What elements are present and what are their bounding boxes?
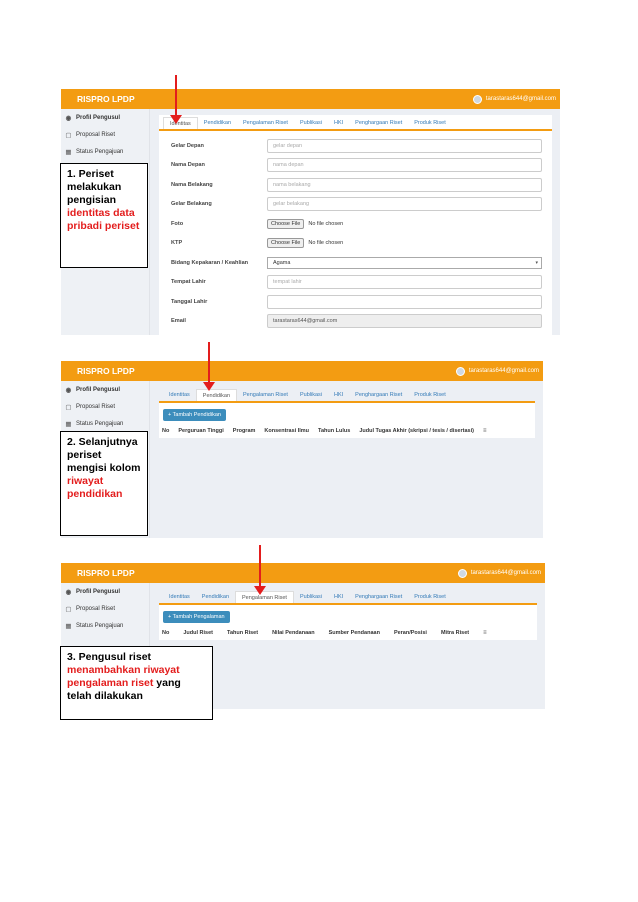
tab-identitas[interactable]: Identitas — [169, 594, 190, 600]
field-label: Nama Belakang — [171, 181, 213, 188]
nama-depan-input[interactable]: nama depan — [267, 158, 542, 172]
gelar-depan-input[interactable]: gelar depan — [267, 139, 542, 153]
menu-icon[interactable]: ≡ — [483, 630, 487, 636]
file-status: No file chosen — [308, 220, 344, 227]
field-label: Nama Depan — [171, 162, 205, 169]
plus-icon: + — [168, 614, 173, 620]
tempat-lahir-input[interactable]: tempat lahir — [267, 275, 542, 289]
callout-highlight: menambahkan riwayat pengalaman riset — [67, 664, 180, 689]
identitas-form — [159, 131, 552, 331]
button-label: Tambah Pengalaman — [172, 614, 225, 620]
column-header: Nilai Pendanaan — [272, 630, 315, 636]
sidebar-item-label: Proposal Riset — [76, 605, 116, 612]
tab-identitas[interactable]: Identitas — [163, 117, 198, 129]
top-navbar — [61, 361, 543, 381]
column-header: Program — [232, 428, 256, 434]
callout-step-3 — [60, 646, 213, 720]
dashboard-icon: ◉ — [65, 386, 72, 394]
column-header: Perguruan Tinggi — [178, 428, 224, 434]
tab-hki[interactable]: HKI — [333, 594, 344, 600]
nama-belakang-input[interactable]: nama belakang — [267, 178, 542, 192]
sidebar-item-label: Profil Pengusul — [76, 114, 121, 121]
dashboard-icon: ◉ — [65, 114, 72, 122]
tab-hki[interactable]: HKI — [333, 120, 344, 126]
field-label: Tanggal Lahir — [171, 298, 208, 305]
form-row-ktp — [171, 234, 542, 254]
callout-text: 2. Selanjutnya periset mengisi kolom — [67, 436, 141, 474]
user-email: tarastaras644@gmail.com — [485, 96, 556, 102]
user-menu[interactable] — [456, 361, 539, 381]
menu-icon[interactable]: ≡ — [482, 428, 487, 434]
bidang-select[interactable] — [267, 257, 542, 269]
chevron-down-icon: ▾ — [535, 259, 538, 266]
arrow-down-icon — [254, 545, 266, 595]
tab-pendidikan[interactable]: Pendidikan — [196, 389, 237, 401]
brand-logo[interactable]: RISPRO LPDP — [77, 568, 135, 578]
sidebar-item-status[interactable] — [61, 143, 149, 160]
avatar — [458, 569, 467, 578]
sidebar-item-status[interactable] — [61, 415, 149, 432]
document-icon: ▢ — [65, 605, 72, 613]
tab-bar — [159, 115, 552, 131]
column-header: No — [162, 428, 170, 434]
brand-logo[interactable]: RISPRO LPDP — [77, 94, 135, 104]
arrow-down-icon — [203, 342, 215, 391]
tab-penghargaan-riset[interactable]: Penghargaan Riset — [355, 120, 403, 126]
tab-publikasi[interactable]: Publikasi — [299, 120, 322, 126]
form-row-nama-belakang — [171, 175, 542, 195]
tab-bar — [159, 387, 535, 403]
email-field[interactable]: tarastaras644@gmail.com — [267, 314, 542, 328]
form-row-nama-depan — [171, 156, 542, 176]
column-header: Mitra Riset — [440, 630, 470, 636]
user-menu[interactable] — [458, 563, 541, 583]
field-label: Bidang Kepakaran / Keahlian — [171, 259, 249, 266]
button-label: Tambah Pendidikan — [172, 412, 221, 418]
gelar-belakang-input[interactable]: gelar belakang — [267, 197, 542, 211]
tab-publikasi[interactable]: Publikasi — [299, 392, 322, 398]
user-email: tarastaras644@gmail.com — [468, 368, 539, 374]
main-content — [151, 109, 560, 335]
foto-file-input — [267, 219, 542, 229]
callout-text: yang telah dilakukan — [67, 677, 181, 702]
tab-produk-riset[interactable]: Produk Riset — [414, 594, 446, 600]
profile-panel — [159, 115, 552, 335]
form-row-bidang — [171, 253, 542, 273]
user-menu[interactable] — [473, 89, 556, 109]
column-header: No — [162, 630, 170, 636]
column-header: Tahun Riset — [227, 630, 259, 636]
grid-icon: ▦ — [65, 622, 72, 630]
callout-text: 1. Periset melakukan pengisian — [67, 168, 122, 206]
grid-icon: ▦ — [65, 420, 72, 428]
column-header: Tahun Lulus — [318, 428, 351, 434]
pendidikan-table-header — [159, 421, 535, 434]
select-value: Agama — [273, 259, 291, 266]
callout-step-2 — [60, 431, 148, 536]
arrow-down-icon — [170, 75, 182, 124]
form-row-gelar-belakang — [171, 195, 542, 215]
sidebar-item-label: Status Pengajuan — [76, 148, 124, 155]
tanggal-lahir-input[interactable] — [267, 295, 542, 309]
callout-highlight: riwayat pendidikan — [67, 475, 123, 500]
brand-logo[interactable]: RISPRO LPDP — [77, 366, 135, 376]
top-navbar — [61, 89, 560, 109]
field-label: Foto — [171, 220, 184, 227]
sidebar-item-profil[interactable] — [61, 381, 149, 398]
pengalaman-table-header — [159, 623, 537, 636]
tab-pengalaman-riset[interactable]: Pengalaman Riset — [243, 392, 288, 398]
file-status: No file chosen — [308, 240, 344, 247]
sidebar-item-profil[interactable] — [61, 109, 149, 126]
callout-text: 3. Pengusul riset — [67, 651, 152, 663]
pendidikan-section — [159, 403, 535, 438]
sidebar-item-proposal[interactable] — [61, 398, 149, 415]
document-icon: ▢ — [65, 403, 72, 411]
sidebar-item-status[interactable] — [61, 617, 149, 634]
column-header: Sumber Pendanaan — [328, 630, 380, 636]
sidebar-item-profil[interactable] — [61, 583, 149, 600]
sidebar-item-proposal[interactable] — [61, 600, 149, 617]
sidebar-item-label: Proposal Riset — [76, 131, 116, 138]
column-header: Peran/Posisi — [393, 630, 427, 636]
tab-publikasi[interactable]: Publikasi — [299, 594, 322, 600]
form-row-email — [171, 312, 542, 332]
tab-identitas[interactable]: Identitas — [169, 392, 190, 398]
tab-hki[interactable]: HKI — [333, 392, 344, 398]
tab-bar — [159, 589, 537, 605]
top-navbar — [61, 563, 545, 583]
sidebar-item-proposal[interactable] — [61, 126, 149, 143]
form-row-foto — [171, 214, 542, 234]
tab-pendidikan[interactable]: Pendidikan — [203, 120, 232, 126]
form-row-tanggal-lahir — [171, 292, 542, 312]
field-label: Gelar Belakang — [171, 201, 212, 208]
add-pendidikan-button[interactable] — [163, 409, 226, 421]
column-header: Konsentrasi Ilmu — [264, 428, 310, 434]
main-content — [151, 381, 543, 538]
sidebar-item-label: Status Pengajuan — [76, 420, 124, 427]
tab-pengalaman-riset[interactable]: Pengalaman Riset — [235, 591, 294, 603]
user-email: tarastaras644@gmail.com — [470, 570, 541, 576]
tab-penghargaan-riset[interactable]: Penghargaan Riset — [355, 594, 403, 600]
choose-file-button[interactable]: Choose File — [267, 238, 304, 248]
form-row-tempat-lahir — [171, 273, 542, 293]
column-header: Judul Riset — [183, 630, 213, 636]
document-icon: ▢ — [65, 131, 72, 139]
field-label: KTP — [171, 240, 183, 247]
profile-panel — [159, 387, 535, 538]
field-label: Email — [171, 318, 186, 325]
avatar — [473, 95, 482, 104]
field-label: Tempat Lahir — [171, 279, 206, 286]
avatar — [456, 367, 465, 376]
ktp-file-input — [267, 238, 542, 248]
tab-pengalaman-riset[interactable]: Pengalaman Riset — [243, 120, 288, 126]
add-pengalaman-button[interactable] — [163, 611, 230, 623]
tab-pendidikan[interactable]: Pendidikan — [201, 594, 230, 600]
callout-highlight: identitas data pribadi periset — [67, 207, 140, 232]
field-label: Gelar Depan — [171, 142, 204, 149]
sidebar-item-label: Status Pengajuan — [76, 622, 124, 629]
choose-file-button[interactable]: Choose File — [267, 219, 304, 229]
callout-step-1 — [60, 163, 148, 268]
form-row-gelar-depan — [171, 136, 542, 156]
profile-panel — [159, 589, 537, 709]
pengalaman-section — [159, 605, 537, 640]
tab-penghargaan-riset[interactable]: Penghargaan Riset — [355, 392, 403, 398]
plus-icon: + — [168, 412, 173, 418]
grid-icon: ▦ — [65, 148, 72, 156]
sidebar-item-label: Profil Pengusul — [76, 386, 121, 393]
tab-produk-riset[interactable]: Produk Riset — [414, 392, 446, 398]
sidebar-item-label: Profil Pengusul — [76, 588, 121, 595]
sidebar-item-label: Proposal Riset — [76, 403, 116, 410]
column-header: Judul Tugas Akhir (skripsi / tesis / disertasi) — [359, 428, 474, 434]
tab-produk-riset[interactable]: Produk Riset — [414, 120, 446, 126]
dashboard-icon: ◉ — [65, 588, 72, 596]
